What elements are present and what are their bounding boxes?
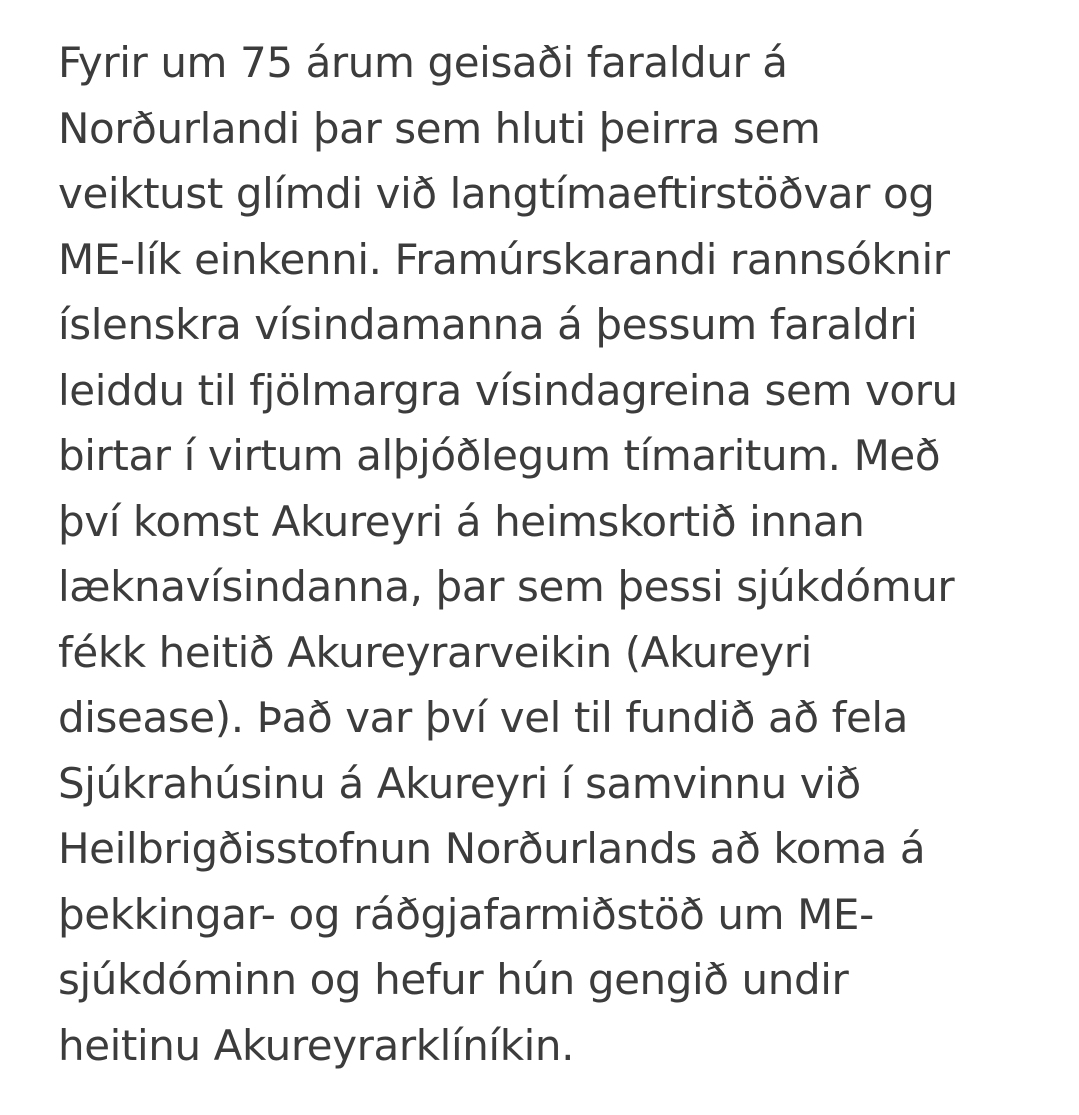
paragraph-line: íslenskra vísindamanna á þessum faraldri: [58, 300, 918, 349]
paragraph-line: leiddu til fjölmargra vísindagreina sem voru: [58, 365, 958, 415]
paragraph-line: heitinu Akureyrarklíníkin.: [58, 1020, 575, 1070]
paragraph-line: veiktust glímdi við langtímaeftirstöðvar og: [58, 169, 935, 218]
paragraph-line: Norðurlandi þar sem hluti þeirra sem: [58, 103, 821, 153]
paragraph-line: ME-lík einkenni. Framúrskarandi rannsóknir: [58, 234, 950, 284]
paragraph-line: því komst Akureyri á heimskortið innan: [58, 496, 865, 546]
paragraph-line: birtar í virtum alþjóðlegum tímaritum. Með: [58, 431, 941, 480]
paragraph-line: sjúkdóminn og hefur hún gengið undir: [58, 955, 849, 1004]
article-paragraph: [58, 30, 1058, 1078]
paragraph-line: fékk heitið Akureyrarveikin (Akureyri: [58, 627, 812, 677]
paragraph-line: læknavísindanna, þar sem þessi sjúkdómur: [58, 562, 955, 611]
paragraph-line: Fyrir um 75 árum geisaði faraldur á: [58, 38, 788, 87]
paragraph-line: Sjúkrahúsinu á Akureyri í samvinnu við: [58, 758, 861, 808]
paragraph-line: Heilbrigðisstofnun Norðurlands að koma á: [58, 824, 926, 873]
paragraph-line: disease). Það var því vel til fundið að fela: [58, 693, 909, 742]
paragraph-line: þekkingar- og ráðgjafarmiðstöð um ME-: [58, 889, 874, 939]
